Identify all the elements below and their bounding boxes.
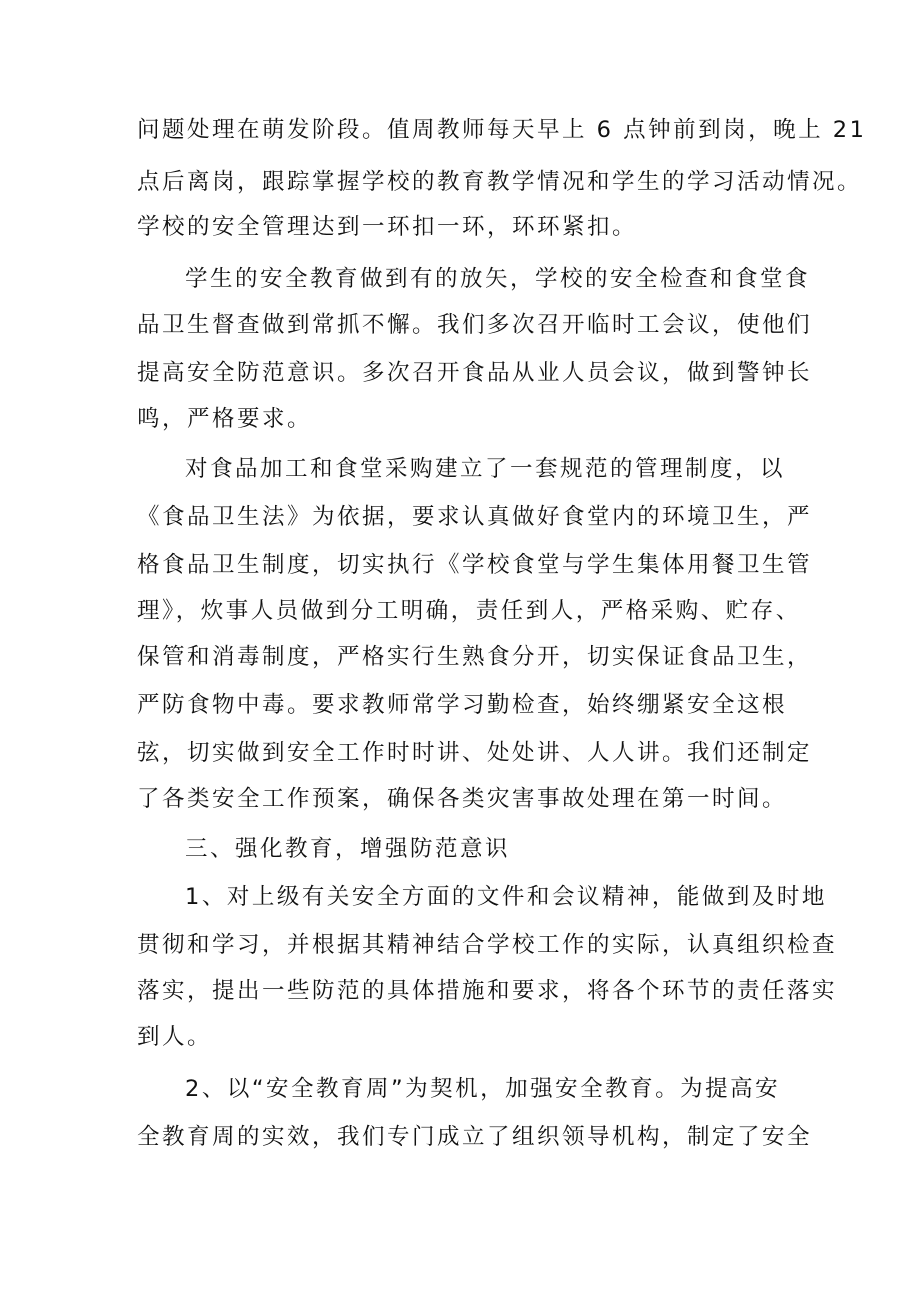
- text-line: 学生的安全教育做到有的放矢，学校的安全检查和食堂食: [185, 266, 811, 292]
- text-line: 理》，炊事人员做到分工明确，责任到人，严格采购、贮存、: [137, 598, 801, 624]
- text-line: 贯彻和学习，并根据其精神结合学校工作的实际，认真组织检查: [137, 932, 838, 958]
- text-line: 2、以“安全教育周”为契机，加强安全教育。为提高安: [185, 1076, 781, 1102]
- text-line: 弦，切实做到安全工作时时讲、处处讲、人人讲。我们还制定: [137, 740, 813, 766]
- text-line: 了各类安全工作预案，确保各类灾害事故处理在第一时间。: [137, 786, 788, 812]
- text-line: 保管和消毒制度，严格实行生熟食分开，切实保证食品卫生，: [137, 644, 813, 670]
- text-line: 格食品卫生制度，切实执行《学校食堂与学生集体用餐卫生管: [137, 552, 813, 578]
- text-line: 提高安全防范意识。多次召开食品从业人员会议，做到警钟长: [137, 360, 813, 386]
- text-line: 问题处理在萌发阶段。值周教师每天早上 6 点钟前到岗，晚上 21: [137, 117, 867, 143]
- text-line: 严防食物中毒。要求教师常学习勤检查，始终绷紧安全这根: [137, 692, 788, 718]
- text-line: 对食品加工和食堂采购建立了一套规范的管理制度，以: [185, 456, 786, 482]
- text-line: 全教育周的实效，我们专门成立了组织领导机构，制定了安全: [137, 1124, 813, 1150]
- text-line: 到人。: [137, 1024, 213, 1050]
- text-line: 点后离岗，跟踪掌握学校的教育教学情况和学生的学习活动情况。: [137, 169, 863, 195]
- text-line: 落实，提出一些防范的具体措施和要求，将各个环节的责任落实: [137, 978, 838, 1004]
- text-line: 鸣，严格要求。: [137, 406, 313, 432]
- text-line: 品卫生督查做到常抓不懈。我们多次召开临时工会议，使他们: [137, 312, 813, 338]
- text-line: 学校的安全管理达到一环扣一环，环环紧扣。: [137, 214, 638, 240]
- text-line: 《食品卫生法》为依据，要求认真做好食堂内的环境卫生，严: [137, 504, 813, 530]
- section-heading: 三、强化教育，增强防范意识: [185, 836, 511, 862]
- text-line: 1、对上级有关安全方面的文件和会议精神，能做到及时地: [185, 884, 827, 910]
